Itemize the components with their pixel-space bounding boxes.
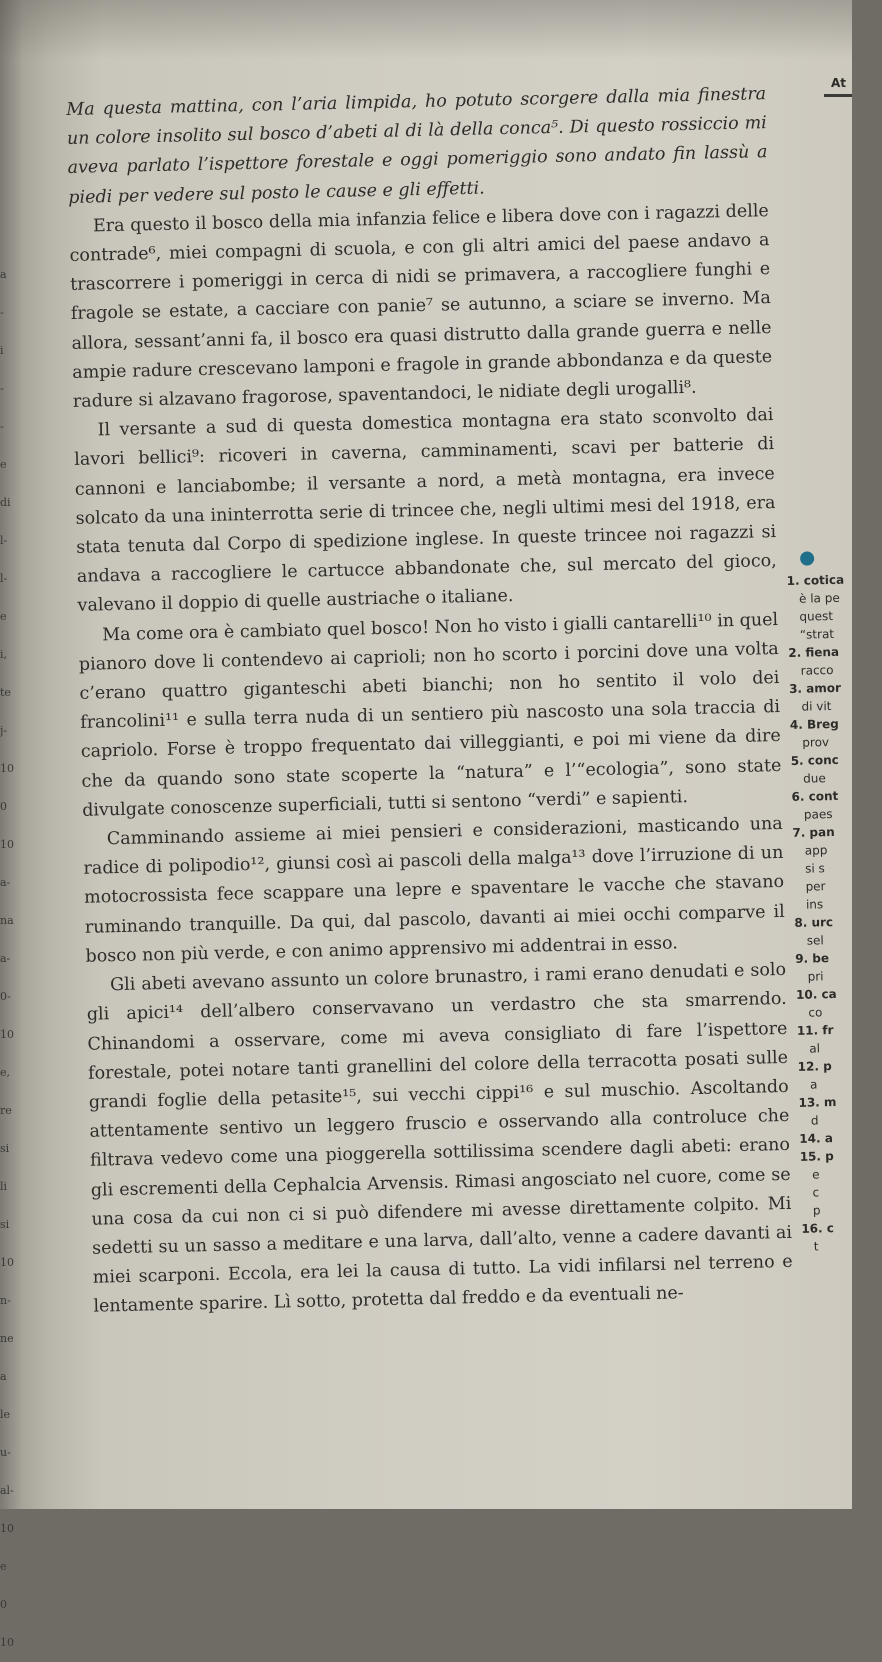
margin-fragment: e [0,458,7,471]
glossary-definition: a [809,1077,818,1092]
paragraph-2: Era questo il bosco della mia infanzia felice e libera dove con i ragazzi delle contrade⁶, miei compagni di scuola, e con gli altri amici del paese andavo a trascorrere i pomeriggi in cerca di nidi se primavera, a raccogliere funghi e fragole se estate, a cacciare con panie⁷ se autunno, a sciare se inverno. Ma allora, sessant’anni fa, il bosco era quasi distrutto dalla grande guerra e nelle ampie radure crescevano lamponi e fragole in grande abbondanza e da queste radure si alzavano fragorose, spaventandoci, le nidiate degli urogalli⁸. [69,200,773,412]
margin-fragment: le [0,1408,11,1421]
paragraph-5: Camminando assieme ai miei pensieri e considerazioni, masticando una radice di polipodio¹², giunsi così ai pascoli della malga¹³ dove l’irruzione di un motocrossista fece scappare una lepre e spaventare le vacche che stavano ruminando tranquille. Da qui, dal pascolo, davanti ai miei occhi comparve il bosco non più verde, e con animo apprensivo mi addentrai in esso. [83,814,785,967]
glossary-term: 14. a [799,1131,834,1146]
margin-fragment: 10 [0,1256,14,1269]
glossary-definition: d [810,1113,819,1128]
glossary-term: 2. fiena [788,644,840,660]
glossary-term: 12. p [797,1059,832,1074]
margin-fragment: 10 [0,1636,14,1649]
glossary-term: 5. conc [790,752,839,768]
glossary-term: 1. cotica [786,572,845,588]
glossary-definition: t [813,1239,819,1254]
margin-fragment: e [0,610,7,623]
paragraph-1: Ma questa mattina, con l’aria limpida, ho potuto scorgere dalla mia finestra un colore insolito sul bosco d’abeti al di là della conca⁵. Di questo rossiccio mi aveva parlato l’ispettore forestale e oggi pomeriggio sono andato fin lassù a piedi per vedere sul posto le cause e gli effetti. [66,84,768,208]
margin-fragment: i [0,344,4,357]
margin-fragment: te [0,686,11,699]
margin-fragment: re [0,1104,12,1117]
glossary-term: 15. p [799,1149,834,1164]
margin-fragment: - [0,420,4,433]
glossary-term: 7. pan [792,824,835,840]
glossary-definition: paes [803,807,833,822]
glossary-definition: app [804,843,828,858]
glossary-definition: è la pe [798,590,840,606]
margin-fragment: a- [0,952,11,965]
margin-fragment: si [0,1142,10,1155]
glossary-definition: “strat [799,626,835,642]
glossary-definition: sel [806,933,824,948]
glossary-definition: p [812,1203,821,1218]
margin-fragment: ne [0,1332,14,1345]
glossary-term: 3. amor [788,680,842,696]
glossary-definition: quest [799,608,834,624]
margin-fragment: n- [0,1294,11,1307]
margin-fragment: j- [0,724,8,737]
margin-fragment: li [0,1180,8,1193]
glossary-term: 8. urc [794,915,834,930]
glossary-definition: prov [802,735,830,750]
margin-fragment: l- [0,534,8,547]
glossary-definition: e [811,1167,820,1182]
page-header: At [830,76,846,90]
glossary-term: 13. m [798,1094,837,1110]
glossary-definition: racco [800,662,834,678]
glossary-definition: ins [805,897,824,912]
margin-fragment: di [0,496,11,509]
margin-fragment: si [0,1218,10,1231]
glossary-sidebar [786,550,882,1256]
left-margin-fragments [0,256,14,1662]
margin-fragment: al- [0,1484,14,1497]
glossary-definition: per [805,879,826,894]
glossary-definition: due [802,771,826,786]
margin-fragment: a [0,268,7,281]
glossary-definition: pri [807,969,824,984]
paragraph-6: Gli abeti avevano assunto un colore brunastro, i rami erano denudati e solo gli apici¹⁴ dell’albero conservavano un verdastro che sta smarrendo. Chinandomi a osservare, come mi aveva consigliato di fare l’ispettore forestale, potei notare tanti granellini del colore della terracotta posati sulle grandi foglie della petasite¹⁵, sui vecchi cippi¹⁶ e sul muschio. Ascoltando attentamente sentivo un leggero fruscio e osservando alla controluce che filtrava vedevo come una pioggerella sottilissima scendere dagli abeti: erano gli escrementi della Cephalcia Arvensis. Rimasi angosciato nel cuore, come se una cosa da cui non ci si può difendere mi avesse direttamente colpito. Mi sedetti su un sasso a meditare e una larva, dall’alto, venne a cadere davanti ai miei scarponi. Eccola, era lei la causa di tutto. La vidi infilarsi nel terreno e lentamente sparire. Lì sotto, protetta dal freddo e da eventuali ne- [86,959,793,1318]
margin-fragment: 0 [0,800,7,813]
margin-fragment: na [0,914,14,927]
margin-fragment: 0 [0,1598,7,1611]
paragraph-3: Il versante a sud di questa domestica montagna era stato sconvolto dai lavori bellici⁹: ricoveri in caverna, camminamenti, scavi per batterie di cannoni e lanciabombe; il versante a nord, a metà montagna, era invece solcato da una ininterrotta serie di trincee che, negli ultimi mesi del 1918, era stata tenuta dal Corpo di spedizione inglese. In queste trincee noi ragazzi si andava a raccogliere le cartucce abbandonate che, sul mercato del gioco, valevano il doppio di quelle austriache o italiane. [74,405,777,617]
margin-fragment: 10 [0,838,14,851]
margin-fragment: l- [0,572,8,585]
header-rule [824,94,852,97]
glossary-definition: al [809,1041,821,1056]
margin-fragment: e [0,1560,7,1573]
margin-fragment: 10 [0,762,14,775]
margin-fragment: 0- [0,990,11,1003]
glossary-term: 11. fr [796,1023,834,1038]
margin-fragment: - [0,382,4,395]
main-text [66,80,794,1322]
glossary-term: 16. c [801,1221,835,1236]
margin-fragment: a [0,1370,7,1383]
margin-fragment: 10 [0,1028,14,1041]
margin-fragment: a- [0,876,11,889]
glossary-definition: di vit [801,699,832,714]
glossary-term: 9. be [795,951,830,966]
margin-fragment: u- [0,1446,11,1459]
paragraph-4: Ma come ora è cambiato quel bosco! Non ho visto i gialli cantarelli¹⁰ in quel pianoro dove li contendevo ai caprioli; non ho scorto i porcini dove una volta c’erano quattro giganteschi abeti bianchi; non ho sentito il volo dei francolini¹¹ e sulla terra nuda di un sentiero più nascosto una sola traccia di capriolo. Forse è troppo frequentato dai villeggianti, e poi mi viene da dire che da quando sono state scoperte la “natura” e l’“ecologia”, sono state divulgate conoscenze superficiali, tutti si sentono “verdi” e sapienti. [78,609,782,821]
glossary-definition: co [808,1005,823,1020]
margin-fragment: e, [0,1066,11,1079]
glossary-definition: si s [805,861,825,876]
margin-fragment: - [0,306,4,319]
glossary-term: 4. Breg [789,716,839,732]
bullet-dot-icon [800,551,814,565]
glossary-term: 10. ca [795,986,837,1002]
glossary-definition: c [812,1185,820,1200]
margin-fragment: i, [0,648,8,661]
page-shadow [0,0,852,60]
margin-fragment: 10 [0,1522,14,1535]
glossary-term: 6. cont [791,788,839,804]
